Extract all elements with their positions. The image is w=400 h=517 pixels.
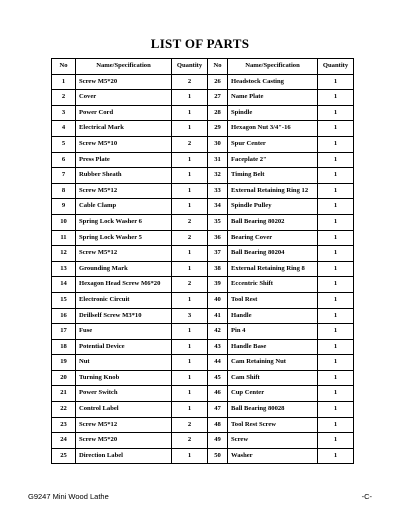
table-row: [52, 261, 354, 277]
part-number: 21: [52, 386, 76, 402]
part-number: 32: [208, 168, 228, 184]
part-quantity: 1: [318, 417, 354, 433]
part-number: 42: [208, 324, 228, 340]
part-name: Spring Lock Washer 5: [76, 230, 172, 246]
part-number: 15: [52, 292, 76, 308]
part-quantity: 1: [318, 433, 354, 449]
part-quantity: 1: [318, 448, 354, 464]
table-row: [52, 90, 354, 106]
part-number: 24: [52, 433, 76, 449]
table-row: [52, 152, 354, 168]
part-quantity: 1: [318, 230, 354, 246]
part-quantity: 1: [318, 90, 354, 106]
part-name: Potential Device: [76, 339, 172, 355]
part-number: 28: [208, 105, 228, 121]
page-title: LIST OF PARTS: [150, 36, 250, 51]
table-row: [52, 105, 354, 121]
col-header-name: Name/Specification: [228, 59, 318, 75]
part-quantity: 2: [172, 214, 208, 230]
table-row: [52, 74, 354, 90]
part-name: Rubber Sheath: [76, 168, 172, 184]
part-number: 18: [52, 339, 76, 355]
part-quantity: 1: [318, 355, 354, 371]
part-quantity: 2: [172, 417, 208, 433]
part-quantity: 1: [318, 183, 354, 199]
part-name: Press Plate: [76, 152, 172, 168]
part-number: 34: [208, 199, 228, 215]
part-number: 35: [208, 214, 228, 230]
part-name: Screw M5*10: [76, 136, 172, 152]
part-number: 5: [52, 136, 76, 152]
part-quantity: 1: [318, 168, 354, 184]
part-quantity: 1: [172, 370, 208, 386]
part-name: Bearing Cover: [228, 230, 318, 246]
part-name: Fuse: [76, 324, 172, 340]
part-number: 31: [208, 152, 228, 168]
part-name: Screw: [228, 433, 318, 449]
part-number: 17: [52, 324, 76, 340]
part-number: 40: [208, 292, 228, 308]
part-quantity: 1: [318, 277, 354, 293]
part-quantity: 1: [172, 402, 208, 418]
col-header-no: No: [52, 59, 76, 75]
part-number: 9: [52, 199, 76, 215]
part-name: Spindle: [228, 105, 318, 121]
col-header-quantity: Quantity: [318, 59, 354, 75]
part-number: 1: [52, 74, 76, 90]
part-number: 30: [208, 136, 228, 152]
parts-table: [51, 58, 354, 464]
part-quantity: 1: [318, 246, 354, 262]
part-name: Handle Base: [228, 339, 318, 355]
part-name: External Retaining Ring 12: [228, 183, 318, 199]
part-quantity: 2: [172, 74, 208, 90]
part-name: Hexagon Head Screw M6*20: [76, 277, 172, 293]
part-name: Spindle Pulley: [228, 199, 318, 215]
part-number: 20: [52, 370, 76, 386]
table-row: [52, 199, 354, 215]
table-row: [52, 246, 354, 262]
part-quantity: 1: [172, 339, 208, 355]
table-row: [52, 355, 354, 371]
part-number: 29: [208, 121, 228, 137]
part-number: 6: [52, 152, 76, 168]
part-number: 36: [208, 230, 228, 246]
part-number: 19: [52, 355, 76, 371]
part-number: 27: [208, 90, 228, 106]
part-name: Hexagon Nut 3/4"-16: [228, 121, 318, 137]
part-name: Ball Bearing 80202: [228, 214, 318, 230]
part-name: Headstock Casting: [228, 74, 318, 90]
col-header-name: Name/Specification: [76, 59, 172, 75]
part-number: 50: [208, 448, 228, 464]
part-name: Faceplate 2": [228, 152, 318, 168]
part-number: 38: [208, 261, 228, 277]
footer-model: G9247 Mini Wood Lathe: [28, 492, 109, 501]
part-number: 13: [52, 261, 76, 277]
part-number: 49: [208, 433, 228, 449]
part-quantity: 2: [172, 136, 208, 152]
table-row: [52, 121, 354, 137]
part-number: 43: [208, 339, 228, 355]
table-row: [52, 214, 354, 230]
part-quantity: 1: [318, 74, 354, 90]
part-name: Cable Clamp: [76, 199, 172, 215]
part-quantity: 1: [172, 355, 208, 371]
table-row: [52, 370, 354, 386]
footer-page-number: -C-: [361, 492, 372, 501]
part-quantity: 1: [318, 339, 354, 355]
part-quantity: 1: [318, 199, 354, 215]
part-quantity: 1: [172, 199, 208, 215]
col-header-quantity: Quantity: [172, 59, 208, 75]
part-number: 37: [208, 246, 228, 262]
part-name: Washer: [228, 448, 318, 464]
col-header-no: No: [208, 59, 228, 75]
part-name: Grounding Mark: [76, 261, 172, 277]
part-number: 33: [208, 183, 228, 199]
part-name: Ball Bearing 80204: [228, 246, 318, 262]
table-row: [52, 339, 354, 355]
part-name: Nut: [76, 355, 172, 371]
part-number: 3: [52, 105, 76, 121]
part-number: 8: [52, 183, 76, 199]
part-quantity: 1: [318, 308, 354, 324]
part-name: Screw M5*12: [76, 246, 172, 262]
part-quantity: 1: [318, 105, 354, 121]
part-number: 26: [208, 74, 228, 90]
part-quantity: 2: [172, 277, 208, 293]
table-header-row: [52, 59, 354, 75]
part-number: 44: [208, 355, 228, 371]
parts-table-body: [52, 74, 354, 464]
table-row: [52, 448, 354, 464]
part-quantity: 1: [318, 402, 354, 418]
part-quantity: 1: [318, 261, 354, 277]
part-quantity: 1: [318, 386, 354, 402]
part-name: Screw M5*20: [76, 74, 172, 90]
part-name: Spur Center: [228, 136, 318, 152]
part-number: 7: [52, 168, 76, 184]
part-quantity: 1: [318, 370, 354, 386]
part-quantity: 1: [172, 292, 208, 308]
part-quantity: 1: [318, 136, 354, 152]
part-name: Spring Lock Washer 6: [76, 214, 172, 230]
table-row: [52, 168, 354, 184]
table-row: [52, 324, 354, 340]
part-number: 2: [52, 90, 76, 106]
part-quantity: 2: [172, 230, 208, 246]
part-quantity: 1: [172, 168, 208, 184]
part-quantity: 1: [172, 105, 208, 121]
table-row: [52, 433, 354, 449]
table-row: [52, 386, 354, 402]
part-name: Handle: [228, 308, 318, 324]
table-row: [52, 292, 354, 308]
part-quantity: 1: [318, 152, 354, 168]
part-name: Cam Shift: [228, 370, 318, 386]
part-name: Turning Knob: [76, 370, 172, 386]
part-quantity: 3: [172, 308, 208, 324]
part-name: Cover: [76, 90, 172, 106]
part-name: Screw M5*12: [76, 183, 172, 199]
part-number: 14: [52, 277, 76, 293]
table-row: [52, 308, 354, 324]
part-number: 47: [208, 402, 228, 418]
part-name: Cup Center: [228, 386, 318, 402]
part-name: Tool Rest: [228, 292, 318, 308]
part-quantity: 1: [318, 324, 354, 340]
table-row: [52, 417, 354, 433]
part-name: Screw M5*12: [76, 417, 172, 433]
part-number: 4: [52, 121, 76, 137]
part-quantity: 1: [172, 246, 208, 262]
part-quantity: 2: [172, 433, 208, 449]
part-number: 45: [208, 370, 228, 386]
part-name: Eccentric Shift: [228, 277, 318, 293]
part-quantity: 1: [172, 261, 208, 277]
part-name: Pin 4: [228, 324, 318, 340]
part-quantity: 1: [172, 448, 208, 464]
table-row: [52, 230, 354, 246]
part-number: 25: [52, 448, 76, 464]
part-name: Timing Belt: [228, 168, 318, 184]
part-name: Name Plate: [228, 90, 318, 106]
part-number: 16: [52, 308, 76, 324]
part-number: 48: [208, 417, 228, 433]
table-row: [52, 402, 354, 418]
part-name: Power Switch: [76, 386, 172, 402]
part-number: 39: [208, 277, 228, 293]
part-quantity: 1: [318, 214, 354, 230]
part-quantity: 1: [318, 121, 354, 137]
part-number: 22: [52, 402, 76, 418]
part-quantity: 1: [172, 324, 208, 340]
part-name: Electrical Mark: [76, 121, 172, 137]
part-name: Screw M5*20: [76, 433, 172, 449]
part-number: 10: [52, 214, 76, 230]
part-number: 46: [208, 386, 228, 402]
part-quantity: 1: [172, 121, 208, 137]
part-number: 11: [52, 230, 76, 246]
table-row: [52, 183, 354, 199]
part-name: Power Cord: [76, 105, 172, 121]
table-row: [52, 277, 354, 293]
part-name: Direction Label: [76, 448, 172, 464]
part-number: 23: [52, 417, 76, 433]
part-name: External Retaining Ring 8: [228, 261, 318, 277]
part-name: Control Label: [76, 402, 172, 418]
part-number: 12: [52, 246, 76, 262]
table-row: [52, 136, 354, 152]
part-name: Drillself Screw M3*10: [76, 308, 172, 324]
part-name: Ball Bearing 80028: [228, 402, 318, 418]
part-quantity: 1: [172, 90, 208, 106]
part-quantity: 1: [172, 152, 208, 168]
part-quantity: 1: [318, 292, 354, 308]
part-name: Cam Retaining Nut: [228, 355, 318, 371]
part-name: Electronic Circuit: [76, 292, 172, 308]
part-quantity: 1: [172, 386, 208, 402]
part-number: 41: [208, 308, 228, 324]
part-quantity: 1: [172, 183, 208, 199]
part-name: Tool Rest Screw: [228, 417, 318, 433]
